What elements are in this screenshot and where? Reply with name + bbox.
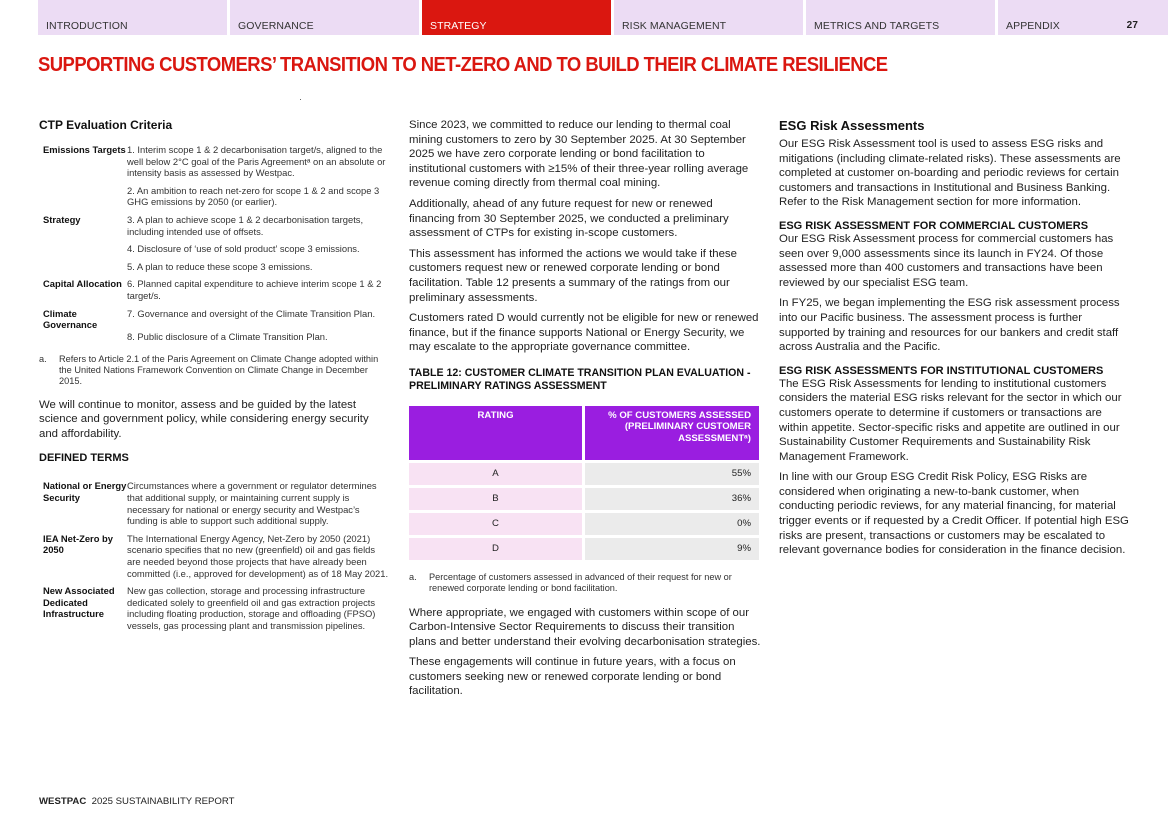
tab-label: RISK MANAGEMENT — [622, 20, 727, 32]
footer-brand: WESTPAC — [39, 796, 87, 807]
footnote-text: Percentage of customers assessed in advanced of their request for new or renewed corporate lending or bond facilitation. — [429, 571, 732, 593]
esg-intro-paragraph: Our ESG Risk Assessment tool is used to assess ESG risks and mitigations (including climate-related risks). These assessments are completed at customer on-boarding and periodic reviews for certain customers and transactions in Institutional and Business Banking. Refer to the Risk Management section for more information. — [779, 138, 1121, 209]
footer — [39, 796, 235, 807]
pct-cell: 55% — [582, 460, 759, 485]
criteria-text: 3. A plan to achieve scope 1 & 2 decarbonisation targets, including intended use of offsets. — [127, 213, 364, 237]
tab-label: INTRODUCTION — [46, 20, 128, 32]
criteria-text: 8. Public disclosure of a Climate Transition Plan. — [127, 330, 328, 342]
criteria-label — [39, 261, 127, 279]
criteria-row — [39, 243, 389, 261]
criteria-row — [39, 144, 389, 185]
pct-cell: 0% — [582, 510, 759, 535]
table-row — [409, 460, 759, 485]
criteria-label — [39, 243, 127, 261]
tab-strategy[interactable] — [422, 0, 611, 35]
criteria-row — [39, 214, 389, 243]
criteria-text: 4. Disclosure of ‘use of sold product’ scope 3 emissions. — [127, 243, 360, 255]
criteria-text: 7. Governance and oversight of the Climate Transition Plan. — [127, 307, 376, 319]
criteria-row — [39, 308, 389, 331]
rating-cell: D — [409, 535, 582, 560]
tab-governance[interactable] — [230, 0, 419, 35]
term-label: IEA Net-Zero by 2050 — [43, 532, 113, 556]
criteria-list — [39, 144, 389, 348]
term-label: New Associated Dedicated Infrastructure — [43, 585, 115, 620]
tab-metrics-and-targets[interactable] — [806, 0, 995, 35]
term-text: New gas collection, storage and processing infrastructure dedicated solely to greenfield oil and gas extraction projects including floating production, storage and offloading (FPSO) vessels, gas processing plant and transmission pipelines. — [127, 585, 376, 632]
tab-label: APPENDIX — [1006, 20, 1060, 32]
criteria-footnote — [39, 354, 389, 386]
criteria-label — [39, 331, 127, 349]
institutional-subheading: ESG RISK ASSESSMENTS FOR INSTITUTIONAL CUSTOMERS — [779, 364, 1104, 377]
esg-heading: ESG Risk Assessments — [779, 118, 925, 133]
defined-terms-list — [39, 480, 389, 637]
column-left — [39, 118, 389, 638]
actions-paragraph: This assessment has informed the actions we would take if these customers request new or renewed corporate lending or bond facilitation. Table 12 presents a summary of the ratings from our preliminary assessments. — [409, 247, 737, 304]
term-row — [39, 480, 389, 532]
table-row — [409, 535, 759, 560]
tab-introduction[interactable] — [38, 0, 227, 35]
tab-label: METRICS AND TARGETS — [814, 20, 940, 32]
tab-risk-management[interactable] — [614, 0, 803, 35]
footnote-text: Refers to Article 2.1 of the Paris Agreement on Climate Change adopted within the United Nations Framework Convention on Climate Change in December 2015. — [59, 354, 379, 386]
table-footnote — [409, 572, 761, 594]
ctp-criteria-heading: CTP Evaluation Criteria — [39, 118, 173, 132]
tab-label: GOVERNANCE — [238, 20, 314, 32]
criteria-text: 5. A plan to reduce these scope 3 emissions. — [127, 260, 313, 272]
rating-cell: C — [409, 510, 582, 535]
pct-cell: 36% — [582, 485, 759, 510]
monitor-paragraph: We will continue to monitor, assess and be guided by the latest science and government policy, while considering energy security and affordability. — [39, 398, 369, 440]
criteria-text: 2. An ambition to reach net-zero for scope 1 & 2 and scope 3 GHG emissions by 2050 (or earlier). — [127, 184, 380, 208]
pct-cell: 9% — [582, 535, 759, 560]
term-text: Circumstances where a government or regulator determines that additional supply, or maintaining current supply is necessary for national or energy security and Westpac’s funding is able to support such additional supply. — [127, 480, 377, 527]
criteria-label — [39, 185, 127, 214]
criteria-row — [39, 185, 389, 214]
table-row — [409, 510, 759, 535]
col-header-rating: RATING — [409, 406, 582, 460]
criteria-row — [39, 278, 389, 307]
assessment-paragraph: Additionally, ahead of any future request for new or renewed financing from 30 September 2025, we conducted a preliminary assessment of CTPs for existing in-scope customers. — [409, 197, 729, 240]
term-text: The International Energy Agency, Net-Zero by 2050 (2021) scenario specifies that no new (greenfield) oil and gas fields are needed beyond those projects that have already been committed (i.e., approved for development) as of 18 May 2021. — [127, 532, 389, 579]
footnote-mark: a. — [39, 354, 47, 365]
criteria-text: 1. Interim scope 1 & 2 decarbonisation target/s, aligned to the well below 2°C goal of the Paris Agreementᵃ on an absolute or intensity basis as assessed by Westpac. — [127, 144, 386, 179]
criteria-row — [39, 331, 389, 349]
column-right — [779, 118, 1131, 564]
institutional-paragraph: The ESG Risk Assessments for lending to institutional customers considers the material ESG risks relevant for the sector in which our customers operate to determine if customers or transactions are within appetite. Sector-specific risks and appetite are outlined in our Sustainability Customer Requirements and Sustainability Risk Management Framework. — [779, 377, 1122, 463]
tab-label: STRATEGY — [430, 20, 487, 32]
table-row — [409, 485, 759, 510]
table-title: TABLE 12: CUSTOMER CLIMATE TRANSITION PLAN EVALUATION - PRELIMINARY RATINGS ASSESSMENT — [409, 366, 751, 392]
criteria-row — [39, 261, 389, 279]
page-title: SUPPORTING CUSTOMERS’ TRANSITION TO NET-ZERO AND TO BUILD THEIR CLIMATE RESILIENCE — [38, 53, 888, 76]
rating-cell: A — [409, 460, 582, 485]
section-nav — [38, 0, 1168, 35]
criteria-text: 6. Planned capital expenditure to achieve interim scope 1 & 2 target/s. — [127, 278, 382, 301]
tab-appendix[interactable] — [998, 0, 1168, 35]
criteria-label: Strategy — [43, 213, 81, 225]
stray-dot — [300, 99, 301, 100]
term-label: National or Energy Security — [43, 480, 127, 504]
term-row — [39, 533, 389, 585]
commercial-subheading: ESG RISK ASSESSMENT FOR COMMERCIAL CUSTOMERS — [779, 219, 1089, 232]
future-paragraph: These engagements will continue in future years, with a focus on customers seeking new or renewed corporate lending or bond facilitation. — [409, 656, 736, 698]
commercial-paragraph: Our ESG Risk Assessment process for commercial customers has seen over 9,000 assessments since its launch in FY24. Of those assessed more than 400 customers and transactions have been reviewed by our specialist ESG team. — [779, 232, 1114, 289]
term-row — [39, 585, 389, 637]
rating-cell: B — [409, 485, 582, 510]
ratings-table — [409, 406, 759, 560]
engagement-paragraph: Where appropriate, we engaged with customers within scope of our Carbon-Intensive Sector Requirements to discuss their transition plans and better understand their evolving decarbonisation strategies. — [409, 606, 761, 648]
policy-paragraph: In line with our Group ESG Credit Risk Policy, ESG Risks are considered when originating a new-to-bank customer, when conducting periodic reviews, for any material financing, for material trigger events or if requested by a Credit Officer. If potential high ESG risks are present, transactions or customers may be escalated to relevant governance bodies for consideration in the finance decision. — [779, 471, 1129, 557]
col-header-pct: % OF CUSTOMERS ASSESSED (PRELIMINARY CUSTOMER ASSESSMENTᵃ) — [582, 406, 759, 460]
coal-paragraph: Since 2023, we committed to reduce our lending to thermal coal mining customers to zero by 30 September 2025. At 30 September 2025 we have zero corporate lending or bond facilitation to institutional customers with ≥15% of their three-year rolling average revenue coming directly from thermal coal mining. — [409, 119, 749, 190]
pacific-paragraph: In FY25, we began implementing the ESG risk assessment process into our Pacific business. The assessment process is further supported by training and resources for our bankers and credit staff across Australia and the Pacific. — [779, 297, 1120, 354]
defined-terms-heading: DEFINED TERMS — [39, 452, 129, 465]
footer-report: 2025 SUSTAINABILITY REPORT — [91, 796, 235, 807]
criteria-label: Emissions Targets — [43, 144, 126, 155]
page-number: 27 — [1126, 20, 1138, 31]
column-middle — [409, 118, 761, 705]
criteria-label: Capital Allocation — [43, 278, 122, 290]
criteria-label: Climate Governance — [43, 307, 98, 331]
rating-d-paragraph: Customers rated D would currently not be eligible for new or renewed finance, but if the finance supports National or Energy Security, we may escalate to the appropriate governance committee. — [409, 312, 759, 354]
footnote-mark: a. — [409, 571, 417, 582]
